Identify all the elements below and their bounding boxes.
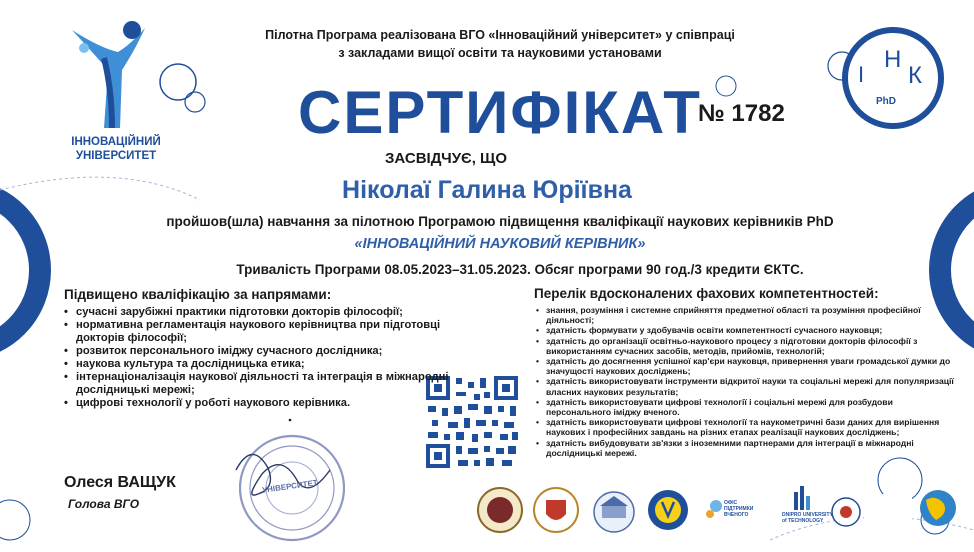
partner-logo-1: [478, 488, 522, 532]
partner-logo-3: [594, 492, 634, 532]
certifies-label: ЗАСВІДЧУЄ, ЩО: [385, 150, 508, 167]
signature-dot: [289, 419, 292, 422]
competence-item: • здатність до організації освітньо-наукового процесу з підготовки докторів філософії з використанням сучасних засобів, методів, прийомів, технологій;: [536, 336, 956, 356]
office-label-line-1: ОФІС: [724, 500, 738, 506]
competence-item: • здатність формувати у здобувачів освіти компетентності сучасного науковця;: [536, 325, 956, 335]
innovation-logo-figure: [72, 21, 145, 128]
signatory-name: Олеся ВАЩУК: [64, 474, 176, 491]
left-blue-arc: [0, 190, 40, 350]
competence-item: • здатність використовувати цифрові технології і соціальні мережі для розбудови персонального іміджу вченого.: [536, 397, 956, 417]
logo-line-2: УНІВЕРСИТЕТ: [75, 150, 157, 162]
certificate-title: СЕРТИФІКАТ: [298, 79, 702, 146]
duration-text: Тривалість Програми 08.05.2023–31.05.2023. Обсяг програми 90 год./3 кредити ЄКТС.: [236, 262, 804, 277]
qualification-item: • розвиток персонального іміджу сучасного дослідника;: [64, 345, 482, 358]
partner-logo-institute: [864, 494, 912, 528]
qualification-item: • сучасні зарубіжні практики підготовки докторів філософії;: [64, 306, 482, 319]
header-line-2: з закладами вищої освіти та науковими установами: [338, 46, 662, 60]
certificate-number: № 1782: [698, 100, 785, 127]
stamp-text: УНІВЕРСИТЕТ: [261, 478, 319, 495]
office-label-line-2: ПІДТРИМКИ: [724, 506, 754, 512]
qualification-list: [64, 306, 482, 410]
left-section-heading: Підвищено кваліфікацію за напрямами:: [64, 287, 332, 302]
innovation-logo-text: [62, 135, 170, 163]
office-label-line-3: ВЧЕНОГО: [724, 512, 749, 518]
dnipro-label-line-1: DNIPRO UNIVERSITY: [782, 512, 833, 518]
competence-item: • здатність до досягнення успішної кар'єри науковця, привернення уваги громадської думки до значущості наукових досліджень;: [536, 356, 956, 376]
phd-logo-sub: PhD: [876, 96, 896, 107]
partner-logo-office: [706, 500, 722, 518]
deco-ring-2: [185, 92, 205, 112]
partner-office-label: [724, 500, 753, 518]
deco-ring-1: [160, 64, 196, 100]
partner-logo-globe: [920, 490, 956, 526]
deco-ring-4: [716, 76, 736, 96]
qualification-item: • наукова культура та дослідницька етика;: [64, 358, 482, 371]
passed-text: пройшов(шла) навчання за пілотною Програмою підвищення кваліфікації наукових керівників PhD: [166, 214, 834, 229]
header-line-1: Пілотна Програма реалізована ВГО «Інноваційний університет» у співпраці: [265, 28, 735, 42]
deco-ring-7: [0, 500, 30, 540]
phd-logo-letter-2: Н: [884, 46, 902, 73]
signatory-position: Голова ВГО: [68, 497, 140, 511]
partner-logo-2: [534, 488, 578, 532]
partner-logo-7: [832, 498, 860, 526]
partner-logo-4: [648, 490, 688, 530]
competence-item: • знання, розуміння і системне сприйняття предметної області та розуміння професійної діяльності;: [536, 305, 956, 325]
dnipro-label-line-2: of TECHNOLOGY: [782, 518, 824, 524]
logo-line-1: ІННОВАЦІЙНИЙ: [71, 136, 161, 148]
qualification-item: • цифрові технології у роботі наукового керівника.: [64, 397, 482, 410]
competence-item: • здатність вибудовувати зв'язки з іноземними партнерами для інтеграції в міжнародні дослідницькі мережі.: [536, 438, 956, 458]
phd-logo-letter-1: І: [858, 62, 865, 87]
qualification-item: • нормативна регламентація наукового керівництва при підготовці докторів філософії;: [64, 319, 482, 345]
partner-dnipro-label: [782, 512, 833, 524]
competence-list: [536, 305, 956, 458]
phd-logo-letter-3: К: [908, 62, 922, 89]
qualification-item: • інтернаціоналізація наукової діяльності та інтеграція в міжнародні дослідницькі мережі;: [64, 371, 482, 397]
right-section-heading: Перелік вдосконалених фахових компетентностей:: [534, 286, 879, 301]
competence-item: • здатність використовувати інструменти відкритої науки та соціальні мережі для популяризації власних наукових результатів;: [536, 376, 956, 396]
partner-logo-dnipro: [794, 486, 810, 510]
recipient-name: Ніколаї Галина Юріївна: [342, 176, 632, 204]
program-name: «ІННОВАЦІЙНИЙ НАУКОВИЙ КЕРІВНИК»: [354, 236, 646, 252]
competence-item: • здатність використовувати цифрові технології та наукометричні бази даних для вирішення наукових і професійних завдань на різних етапах реалізації наукових досліджень;: [536, 417, 956, 437]
